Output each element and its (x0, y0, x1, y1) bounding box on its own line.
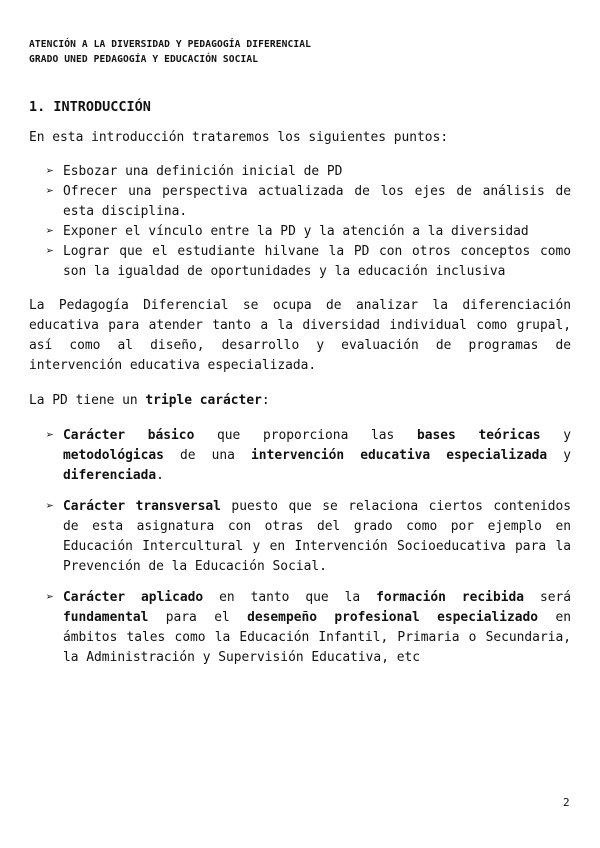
arrow-bullet-icon: ➢ (46, 590, 54, 605)
list-item (29, 182, 571, 222)
list-item-text: Exponer el vínculo entre la PD y la atención a la diversidad (63, 224, 529, 239)
bold-phrase: fundamental (63, 610, 149, 625)
list-item (29, 497, 571, 577)
arrow-bullet-icon: ➢ (46, 224, 54, 239)
bold-phrase: metodológicas (63, 448, 164, 463)
character-text (63, 590, 571, 665)
triple-suffix: : (261, 393, 270, 408)
text-run: de una (163, 448, 252, 463)
bold-phrase: Carácter básico (63, 428, 195, 443)
list-item-text: Lograr que el estudiante hilvane la PD con otros conceptos como son la igualdad de oportunidades y la educación inclusiva (63, 244, 571, 279)
intro-sentence: En esta introducción trataremos los siguientes puntos: (29, 130, 449, 145)
section-title: 1. INTRODUCCIÓN (29, 99, 151, 115)
text-run: será (524, 590, 572, 605)
text-run: en tanto que la (203, 590, 377, 605)
bold-phrase: Carácter aplicado (63, 590, 204, 605)
pd-definition-paragraph: La Pedagogía Diferencial se ocupa de analizar la diferenciación educativa para atender tanto a la diversidad individual como grupal, así como al diseño, desarrollo y evaluación de programas de intervención educativa especializada. (29, 298, 571, 373)
triple-prefix: La PD tiene un (29, 393, 146, 408)
page-content (29, 128, 571, 679)
intro-points-list (29, 162, 571, 282)
list-item (29, 426, 571, 486)
list-item (29, 222, 571, 242)
text-run: que proporciona las (194, 428, 417, 443)
character-text (63, 428, 571, 483)
arrow-bullet-icon: ➢ (46, 184, 54, 199)
bold-phrase: Carácter transversal (63, 499, 221, 514)
document-header (29, 37, 311, 67)
text-run: puesto que se relaciona ciertos contenidos de esta asignatura con otras del grado como por ejemplo en Educación Intercultural y en Intervención Socioeducativa para la Prevención de la Educación Social. (63, 499, 572, 574)
header-course-title: ATENCIÓN A LA DIVERSIDAD Y PEDAGOGÍA DIFERENCIAL (29, 39, 312, 50)
arrow-bullet-icon: ➢ (46, 244, 54, 259)
arrow-bullet-icon: ➢ (46, 499, 54, 514)
text-run: y (547, 448, 572, 463)
header-degree-title: GRADO UNED PEDAGOGÍA Y EDUCACIÓN SOCIAL (29, 54, 259, 65)
list-item-text: Esbozar una definición inicial de PD (63, 164, 343, 179)
list-item (29, 242, 571, 282)
arrow-bullet-icon: ➢ (46, 164, 54, 179)
text-run: . (156, 468, 164, 483)
list-item-text: Ofrecer una perspectiva actualizada de los ejes de análisis de esta disciplina. (63, 184, 571, 219)
bold-phrase: bases teóricas (416, 428, 541, 443)
text-run: para el (148, 610, 248, 625)
page-number: 2 (563, 796, 570, 809)
arrow-bullet-icon: ➢ (46, 428, 54, 443)
bold-phrase: intervención educativa especializada (251, 448, 548, 463)
character-text (63, 499, 571, 574)
triple-bold: triple carácter (145, 393, 262, 408)
list-item (29, 588, 571, 668)
triple-character-sentence (29, 391, 571, 411)
bold-phrase: desempeño profesional especializado (247, 610, 539, 625)
bold-phrase: diferenciada (63, 468, 157, 483)
text-run: en ámbitos tales como la Educación Infantil, Primaria o Secundaria, la Administración y Supervisión Educativa, etc (63, 610, 571, 665)
character-list (29, 426, 571, 668)
list-item (29, 162, 571, 182)
text-run: y (540, 428, 571, 443)
bold-phrase: formación recibida (376, 590, 524, 605)
